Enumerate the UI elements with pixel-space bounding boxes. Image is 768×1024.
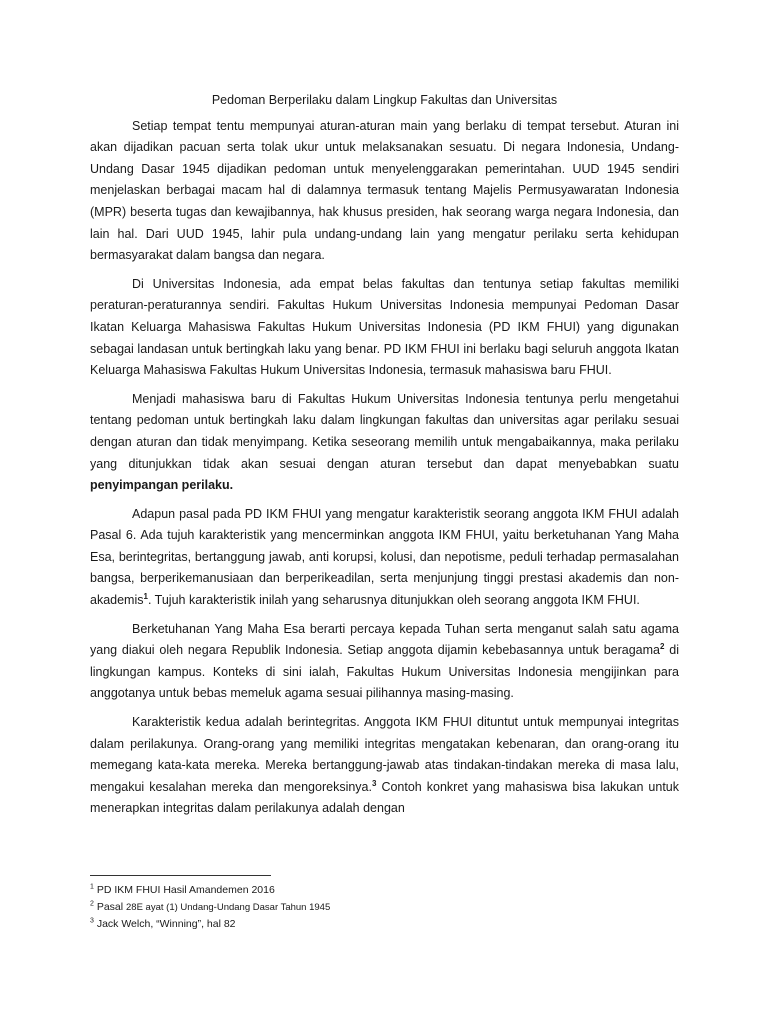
paragraph-3-text: Menjadi mahasiswa baru di Fakultas Hukum Universitas Indonesia tentunya perlu mengetahui tentang pedoman untuk bertingkah laku dalam lingkungan fakultas dan universitas agar perilaku sesuai dengan aturan dan tidak menyimpang. Ketika seseorang memilih untuk mengabaikannya, maka perilaku yang ditunjukkan tidak akan sesuai dengan aturan tersebut dan dapat menyebabkan suatu [90,391,679,471]
paragraph-5 [90,619,679,705]
footnote-3-text: Jack Welch, “Winning”, hal 82 [93,918,236,930]
paragraph-1: Setiap tempat tentu mempunyai aturan-aturan main yang berlaku di tempat tersebut. Aturan ini akan dijadikan pacuan serta tolak ukur untuk melaksanakan sesuatu. Di negara Indonesia, Undang-Undang Dasar 1945 dijadikan pedoman untuk menyelenggarakan pemerintahan. UUD 1945 sendiri menjelaskan berbagai macam hal di dalamnya termasuk tentang Majelis Permusyawaratan Indonesia (MPR) beserta tugas dan kewajibannya, hak khusus presiden, hak seorang warga negara Indonesia, dan lain hal. Dari UUD 1945, lahir pula undang-undang lain yang mengatur perilaku serta kehidupan bermasyarakat dalam bangsa dan negara. [90,118,679,263]
paragraph-6-text-a: Karakteristik kedua adalah berintegritas. Anggota IKM FHUI dituntut untuk mempunyai integritas dalam perilakunya. Orang-orang yang memiliki integritas mengatakan kebenaran, dan orang-orang itu memegang kata-kata mereka. Mereka bertanggung-jawab atas tindakan-tindakan mereka di masa lalu, mengakui kesalahan mereka dan mengoreksinya. [90,715,679,794]
footnote-ref-3: 3 [371,778,377,788]
paragraph-3 [90,389,679,497]
footnote-1-text: PD IKM FHUI Hasil Amandemen 2016 [93,884,275,896]
footnote-ref-1: 1 [143,591,148,601]
footnote-3-mark: 3 [90,917,94,925]
footnote-1 [90,882,679,899]
paragraph-3-bold-term: penyimpangan perilaku. [90,478,234,493]
paragraph-6-text-b: Contoh konkret yang mahasiswa bisa lakukan untuk menerapkan integritas dalam perilakunya adalah dengan [90,779,679,816]
paragraph-2: Di Universitas Indonesia, ada empat belas fakultas dan tentunya setiap fakultas memiliki peraturan-peraturannya sendiri. Fakultas Hukum Universitas Indonesia mempunyai Pedoman Dasar Ikatan Keluarga Mahasiswa Fakultas Hukum Universitas Indonesia (PD IKM FHUI) yang digunakan sebagai landasan untuk bertingkah laku yang benar. PD IKM FHUI ini berlaku bagi seluruh anggota Ikatan Keluarga Mahasiswa Fakultas Hukum Universitas Indonesia, termasuk mahasiswa baru FHUI. [90,276,679,378]
paragraph-5-text-b: di lingkungan kampus. Konteks di sini ialah, Fakultas Hukum Universitas Indonesia mengijinkan para anggotanya untuk bebas memeluk agama sesuai pilihannya masing-masing. [90,643,679,701]
footnote-ref-2: 2 [660,642,665,652]
footnote-3 [90,916,679,933]
paragraph-4-text-b: . Tujuh karakteristik inilah yang seharusnya ditunjukkan oleh seorang anggota IKM FHUI. [147,593,640,608]
footnote-2 [90,899,679,917]
document-title: Pedoman Berperilaku dalam Lingkup Fakultas dan Universitas [211,93,558,107]
paragraph-4 [90,504,679,612]
paragraph-4-text-a: Adapun pasal pada PD IKM FHUI yang mengatur karakteristik seorang anggota IKM FHUI adalah Pasal 6. Ada tujuh karakteristik yang mencerminkan anggota IKM FHUI, yaitu berketuhanan Yang Maha Esa, berintegritas, bertanggung jawab, anti korupsi, kolusi, dan nepotisme, peduli terhadap permasalahan bangsa, berperikemanusiaan dan berperikeadilan, serta menjunjung tinggi prestasi akademis dan non-akademis [90,506,679,608]
footnote-2-detail: 28E ayat (1) Undang-Undang Dasar Tahun 1945 [126,901,331,913]
footnotes [90,882,679,933]
footnote-2-text: Pasal [93,900,127,913]
footnote-1-mark: 1 [90,883,94,891]
paragraph-5-text-a: Berketuhanan Yang Maha Esa berarti percaya kepada Tuhan serta menganut salah satu agama yang diakui oleh negara Republik Indonesia. Setiap anggota dijamin kebebasannya untuk beragama [90,621,679,658]
footnote-2-mark: 2 [90,900,94,907]
document-body [90,90,679,827]
paragraph-6 [90,712,679,820]
footnote-separator [90,875,271,876]
